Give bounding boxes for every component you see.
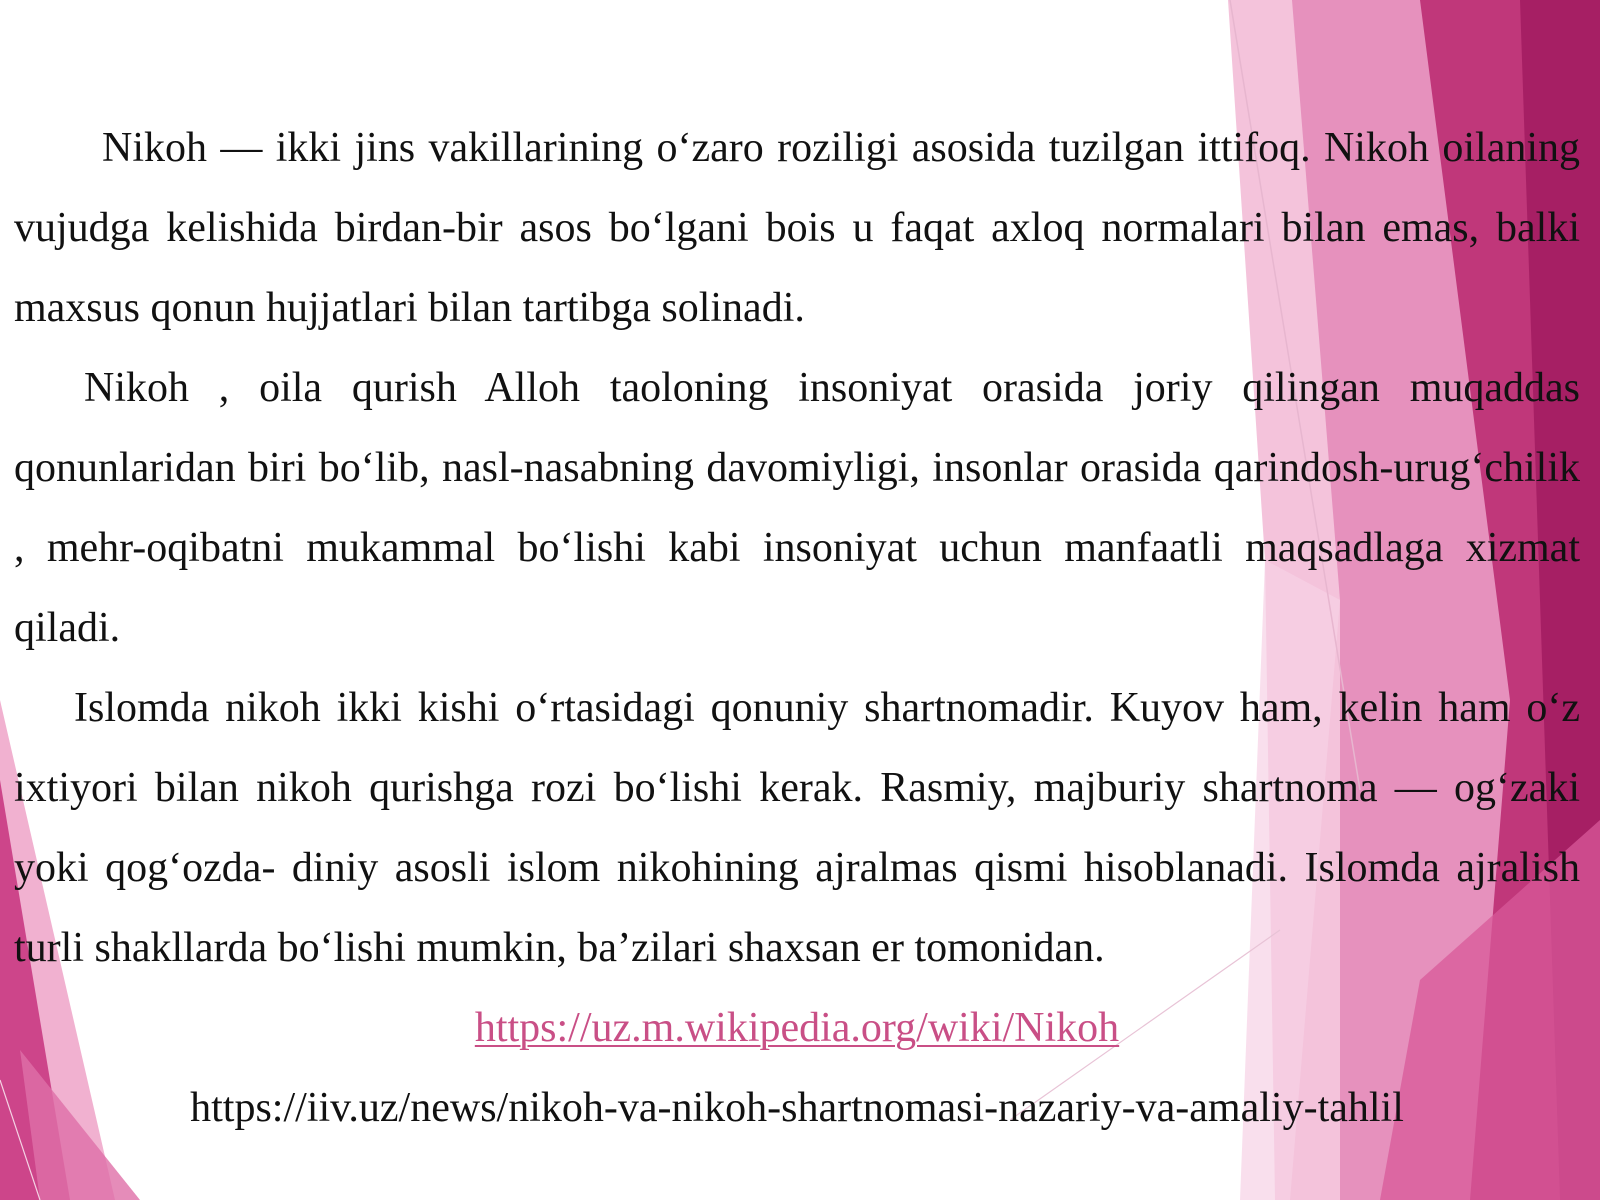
- paragraph-2: Nikoh , oila qurish Alloh taoloning insoniyat orasida joriy qilingan muqaddas qonunlaridan biri bo‘lib, nasl-nasabning davomiyligi, insonlar orasida qarindosh-urug‘chilik , mehr-oqibatni mukammal bo‘lishi kabi insoniyat uchun manfaatli maqsadlaga xizmat qiladi.: [14, 365, 1580, 651]
- iiv-link-line: [14, 1068, 1580, 1148]
- paragraph-3: Islomda nikoh ikki kishi o‘rtasidagi qonuniy shartnomadir. Kuyov ham, kelin ham o‘z ixtiyori bilan nikoh qurishga rozi bo‘lishi kerak. Rasmiy, majburiy shartnoma — og‘zaki yoki qog‘ozda- diniy asosli islom nikohining ajralmas qismi hisoblanadi. Islomda ajralish turli shakllarda bo‘lishi mumkin, ba’zilari shaxsan er tomonidan.: [14, 685, 1580, 971]
- paragraph-1: Nikoh — ikki jins vakillarining o‘zaro roziligi asosida tuzilgan ittifoq. Nikoh oilaning vujudga kelishida birdan-bir asos bo‘lgani bois u faqat axloq normalari bilan emas, balki maxsus qonun hujjatlari bilan tartibga solinadi.: [14, 125, 1580, 331]
- text-body: [14, 108, 1580, 1148]
- wikipedia-link[interactable]: https://uz.m.wikipedia.org/wiki/Nikoh: [474, 1005, 1120, 1051]
- iiv-link[interactable]: https://iiv.uz/news/nikoh-va-nikoh-shartnomasi-nazariy-va-amaliy-tahlil: [190, 1085, 1404, 1131]
- wikipedia-link-line: [14, 988, 1580, 1068]
